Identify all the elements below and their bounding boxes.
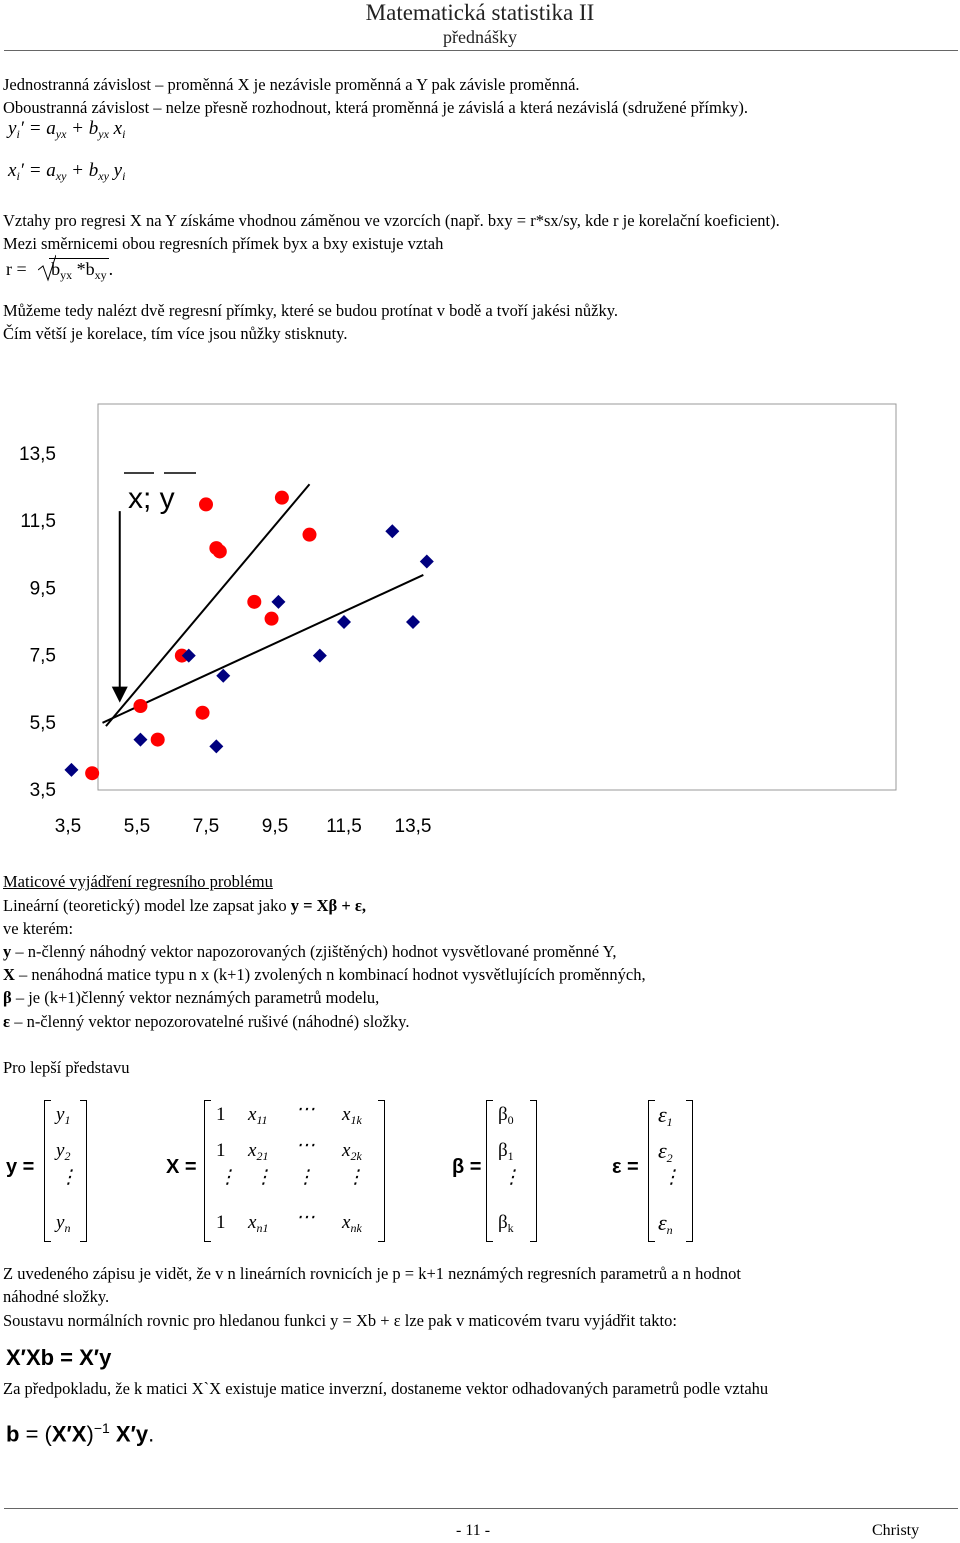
- text-line: Můžeme tedy nalézt dvě regresní přímky, které se budou protínat v bodě a tvoří jakési nůžky.: [3, 301, 619, 320]
- x-tick-label: 7,5: [192, 816, 220, 837]
- data-point-circle: [199, 497, 213, 511]
- data-point-circle: [213, 544, 227, 558]
- text-line: Z uvedeného zápisu je vidět, že v n lineárních rovnicích je p = k+1 neznámých regresních parametrů a n hodnot: [3, 1264, 741, 1283]
- text-line: Vztahy pro regresi X na Y získáme vhodnou záměnou ve vzorcích (např. bxy = r*sx/sy, kde r je korelační koeficient).: [3, 211, 780, 230]
- equation-xi: $x_i' = a_{xy} + b_{xy}$ $y_i$: [8, 160, 126, 183]
- regression-line: [103, 575, 424, 723]
- text-line: Jednostranná závislost – proměnná X je nezávisle proměnná a Y pak závisle proměnná.: [3, 75, 580, 94]
- data-point-circle: [247, 595, 261, 609]
- x-tick-label: 3,5: [54, 816, 82, 837]
- scatter-chart: [0, 400, 960, 850]
- x-tick-label: 9,5: [261, 816, 289, 837]
- data-point-circle: [275, 491, 289, 505]
- matrix-X-label: X =: [166, 1156, 197, 1178]
- equation-yi: $y_i' = a_{yx} + b_{yx}$ $x_i$: [8, 118, 126, 141]
- data-point-diamond: [209, 739, 223, 753]
- text-line: Oboustranná závislost – nelze přesně rozhodnout, která proměnná je závislá a která nezávislá (sdružené přímky).: [3, 98, 748, 117]
- y-tick-label: 5,5: [29, 712, 56, 734]
- data-point-diamond: [313, 649, 327, 663]
- x-tick-label: 13,5: [394, 816, 432, 837]
- matrix-y: $y_1$ $y_2$ ⋮ $y_n$: [56, 1104, 78, 1235]
- y-tick-label: 13,5: [19, 444, 56, 465]
- plot-border: [98, 404, 896, 790]
- text-line: Za předpokladu, že k matici X`X existuje matice inverzní, dostaneme vektor odhadovaných parametrů podle vztahu: [3, 1379, 769, 1398]
- x-tick-label: 11,5: [326, 816, 362, 837]
- header-rule: [4, 50, 958, 51]
- bracket-right: [530, 1100, 537, 1242]
- text-line: Čím větší je korelace, tím více jsou nůžky stisknuty.: [3, 324, 348, 343]
- matrix-y-label: y =: [6, 1156, 35, 1178]
- data-point-diamond: [216, 669, 230, 683]
- data-point-diamond: [420, 555, 434, 569]
- x-tick-label: 5,5: [123, 816, 151, 837]
- definition-y: y – n-členný náhodný vektor napozorovaných (zjištěných) hodnot vysvětlované proměnné Y,: [3, 942, 617, 961]
- bracket-right: [378, 1100, 385, 1242]
- data-point-circle: [196, 706, 210, 720]
- matrix-X: 1 $x_{11}$ ⋯ $x_{1k}$ 1 $x_{21}$ ⋯ $x_{2k}$ ⋮ ⋮ ⋮ ⋮ 1 $x_{n1}$ ⋯ $x_{nk}$: [216, 1099, 365, 1235]
- data-point-circle: [265, 612, 279, 626]
- data-point-circle: [85, 766, 99, 780]
- data-point-circle: [303, 528, 317, 542]
- text-line: náhodné složky.: [3, 1287, 110, 1306]
- section-heading: Maticové vyjádření regresního problému: [3, 872, 273, 891]
- arrow-head: [112, 687, 128, 703]
- matrix-epsilon: $\varepsilon_1$ $\varepsilon_2$ ⋮ $\varepsilon_n$: [658, 1102, 681, 1237]
- equation-r: $r = b_{yx}$ $*b_{xy}$ .: [6, 258, 113, 283]
- page-number: - 11 -: [456, 1522, 491, 1539]
- data-point-diamond: [337, 615, 351, 629]
- matrix-beta-label: β =: [452, 1156, 482, 1178]
- data-point-diamond: [406, 615, 420, 629]
- document-title: Matematická statistika II: [365, 0, 595, 25]
- bracket-right: [686, 1100, 693, 1242]
- author: Christy: [872, 1522, 920, 1539]
- text-line: Pro lepší představu: [3, 1058, 130, 1077]
- y-tick-label: 7,5: [29, 645, 56, 667]
- data-point-diamond: [64, 763, 78, 777]
- data-point-diamond: [385, 524, 399, 538]
- mean-annotation: x; y: [128, 482, 175, 515]
- y-tick-label: 3,5: [29, 780, 56, 801]
- document-subtitle: přednášky: [443, 27, 517, 47]
- estimator-equation: $b = (X'X)^{-1}$ X′y.: [6, 1420, 155, 1447]
- definition-epsilon: ε – n-členný vektor nepozorovatelné rušivé (náhodné) složky.: [3, 1012, 410, 1031]
- definition-X: X – nenáhodná matice typu n x (k+1) zvolených n kombinací hodnot vysvětlujících proměnných,: [3, 965, 646, 984]
- y-tick-label: 11,5: [20, 511, 56, 533]
- text-line: ve kterém:: [3, 919, 74, 938]
- data-point-diamond: [133, 733, 147, 747]
- normal-equations: X′Xb = X′y: [6, 1345, 112, 1370]
- y-tick-label: 9,5: [29, 578, 56, 600]
- data-point-circle: [151, 733, 165, 747]
- footer-rule: [4, 1508, 958, 1509]
- matrix-beta: $\beta_0$ $\beta_1$ ⋮ $\beta_k$: [498, 1104, 521, 1235]
- data-point-diamond: [271, 595, 285, 609]
- matrix-epsilon-label: ε =: [612, 1156, 639, 1178]
- text-line: Soustavu normálních rovnic pro hledanou funkci y = Xb + ε lze pak v maticovém tvaru vyjádřit takto:: [3, 1311, 677, 1330]
- data-point-circle: [133, 699, 147, 713]
- definition-beta: β – je (k+1)členný vektor neznámých parametrů modelu,: [3, 988, 380, 1007]
- bracket-right: [80, 1100, 87, 1242]
- text-line: Lineární (teoretický) model lze zapsat jako y = Xβ + ε,: [3, 896, 367, 915]
- text-line: Mezi směrnicemi obou regresních přímek byx a bxy existuje vztah: [3, 234, 444, 253]
